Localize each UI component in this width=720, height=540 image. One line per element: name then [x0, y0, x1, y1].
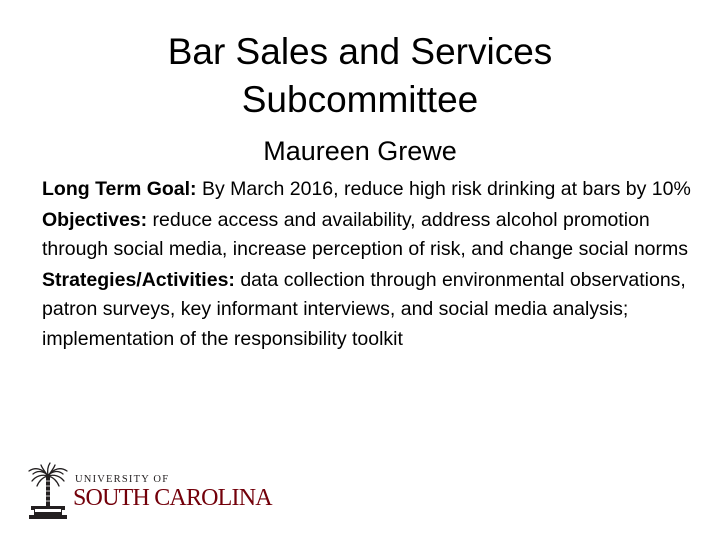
slide-body: [42, 175, 692, 355]
goal-text: By March 2016, reduce high risk drinking at bars by 10%: [196, 178, 691, 200]
objectives-label: Objectives:: [42, 208, 148, 231]
presenter-name: Maureen Grewe: [263, 136, 457, 166]
strategies-text: data collection through environmental observations, patron surveys, key informant interviews, and social media analysis; implementation of the responsibility toolkit: [42, 268, 686, 350]
palmetto-tree-icon: [26, 462, 70, 520]
logo-south-carolina: SOUTH CAROLINA: [73, 485, 272, 511]
strategies-label: Strategies/Activities:: [42, 268, 235, 291]
goal-label: Long Term Goal:: [42, 178, 197, 200]
title-line-2: Subcommittee: [241, 79, 479, 120]
university-logo: [26, 462, 272, 520]
title-line-1: Bar Sales and Services: [167, 31, 553, 72]
objectives-text: reduce access and availability, address alcohol promotion through social media, increase perception of risk, and change social norms: [42, 208, 689, 260]
objectives-paragraph: [42, 206, 692, 265]
logo-university-of: UNIVERSITY OF: [75, 474, 170, 485]
goal-paragraph: [42, 175, 692, 205]
strategies-paragraph: [42, 266, 692, 355]
slide-title: [60, 28, 660, 124]
